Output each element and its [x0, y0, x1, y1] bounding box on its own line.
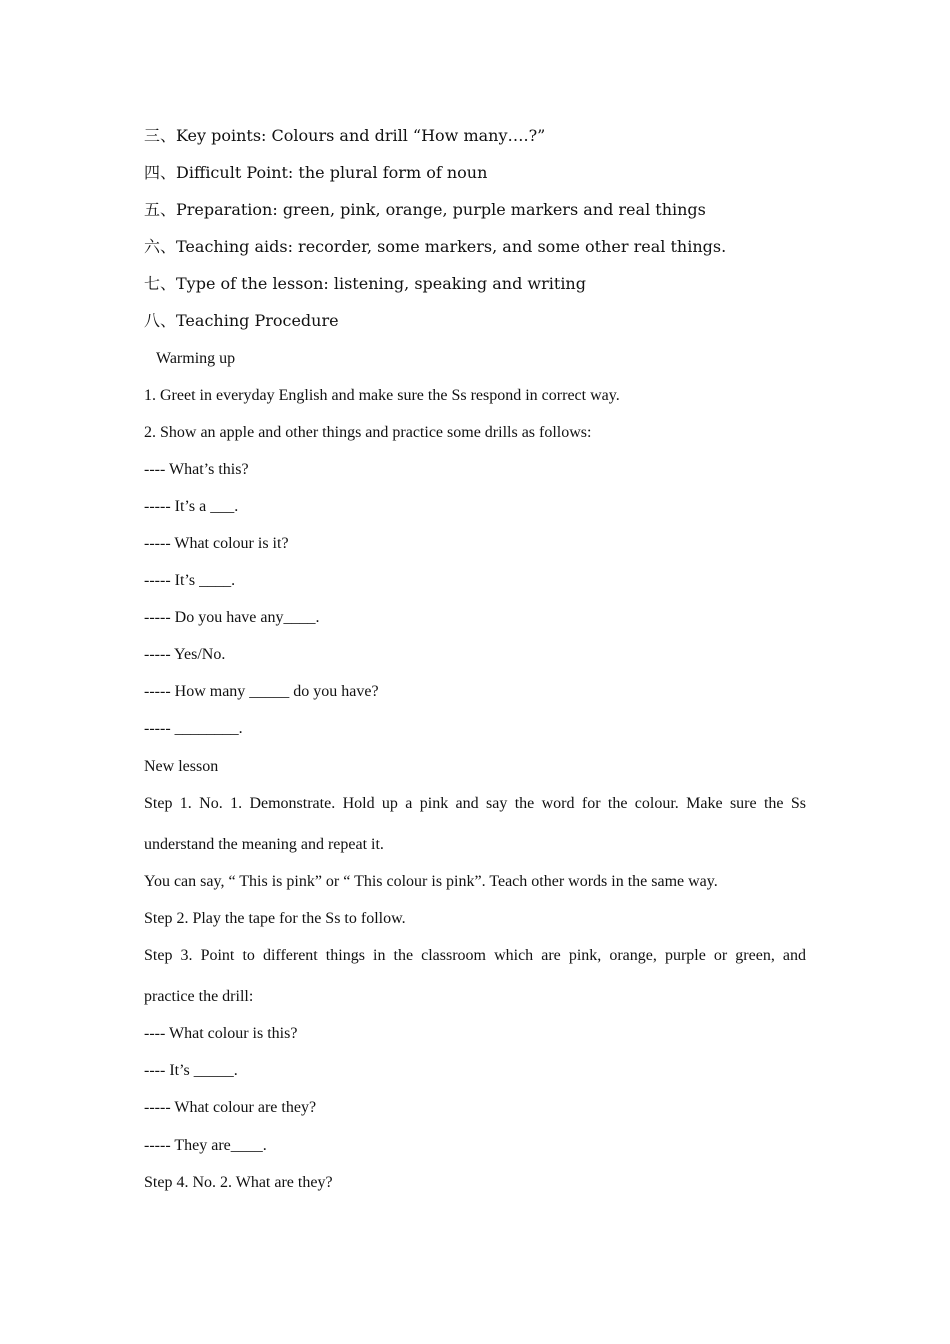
procedure-step-1: 1. Greet in everyday English and make sure the Ss respond in correct way.: [144, 387, 620, 404]
teaching-example-line: You can say, “ This is pink” or “ This colour is pink”. Teach other words in the same way.: [144, 873, 718, 890]
step-1-line-2: understand the meaning and repeat it.: [144, 836, 384, 853]
drill-line: ----- It’s ____.: [144, 572, 236, 589]
drill-line: ----- What colour are they?: [144, 1099, 317, 1116]
step-3-line-1: Step 3. Point to different things in the classroom which are pink, orange, purple or green, and: [144, 947, 806, 964]
key-points-line: 三、Key points: Colours and drill “How many….?”: [144, 126, 546, 145]
difficult-point-line: 四、Difficult Point: the plural form of noun: [144, 163, 488, 182]
drill-line: ----- It’s a ___.: [144, 498, 239, 515]
step-3-line-2: practice the drill:: [144, 988, 254, 1005]
lesson-type-line: 七、Type of the lesson: listening, speaking and writing: [144, 274, 586, 293]
drill-line: ---- What’s this?: [144, 461, 249, 478]
drill-line: ----- Yes/No.: [144, 646, 226, 663]
teaching-aids-line: 六、Teaching aids: recorder, some markers, and some other real things.: [144, 237, 727, 256]
step-4-line: Step 4. No. 2. What are they?: [144, 1174, 333, 1191]
warming-up-heading: Warming up: [156, 350, 236, 367]
preparation-line: 五、Preparation: green, pink, orange, purple markers and real things: [144, 200, 706, 219]
drill-line: ----- They are____.: [144, 1137, 267, 1154]
step-2-line: Step 2. Play the tape for the Ss to follow.: [144, 910, 406, 927]
drill-line: ---- What colour is this?: [144, 1025, 298, 1042]
drill-line: ----- Do you have any____.: [144, 609, 320, 626]
new-lesson-heading: New lesson: [144, 758, 219, 775]
drill-line: ----- ________.: [144, 720, 243, 737]
teaching-procedure-heading: 八、Teaching Procedure: [144, 311, 339, 330]
step-1-line-1: Step 1. No. 1. Demonstrate. Hold up a pink and say the word for the colour. Make sure the Ss: [144, 795, 806, 812]
procedure-step-2: 2. Show an apple and other things and practice some drills as follows:: [144, 424, 592, 441]
drill-line: ---- It’s _____.: [144, 1062, 238, 1079]
drill-line: ----- How many _____ do you have?: [144, 683, 379, 700]
drill-line: ----- What colour is it?: [144, 535, 289, 552]
